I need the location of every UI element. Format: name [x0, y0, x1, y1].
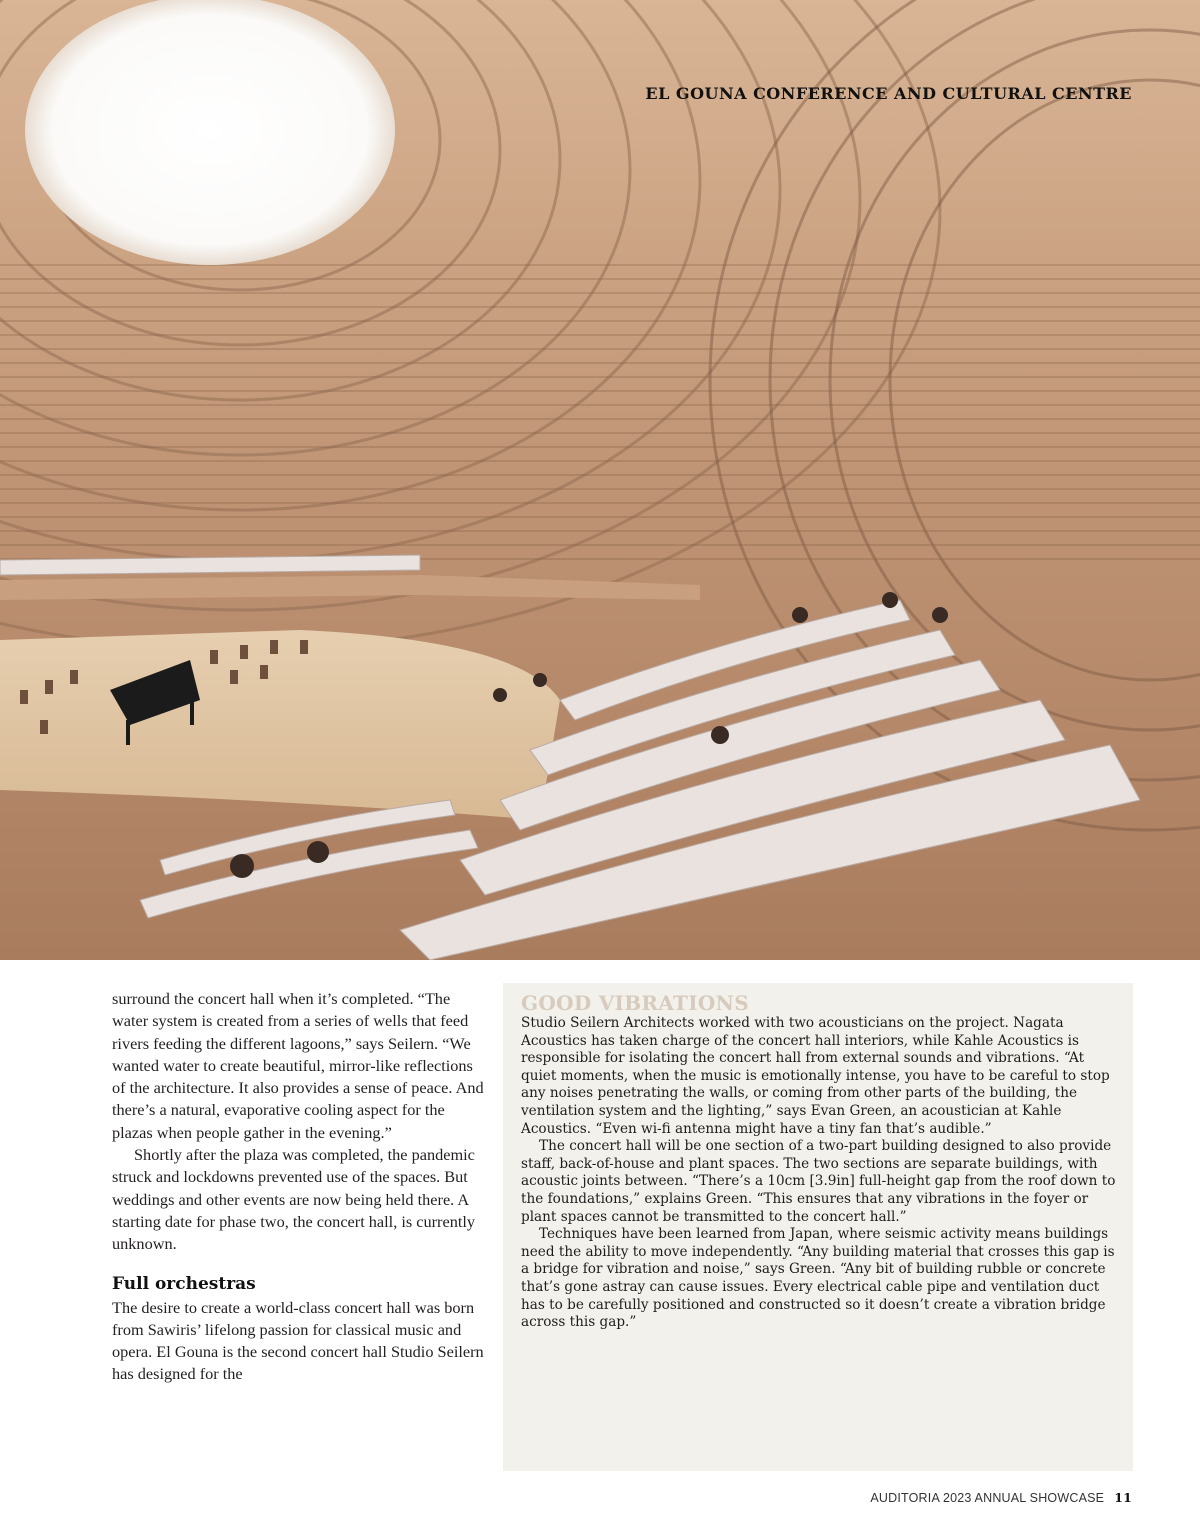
- sidebar-good-vibrations: [503, 983, 1133, 1471]
- sidebar-title: GOOD VIBRATIONS: [521, 991, 749, 1015]
- sidebar-paragraph: Techniques have been learned from Japan, where seismic activity means buildings need the ability to move independently. “Any building material that crosses this gap is a bridge for vibration and noise,” says Green. “Any bit of building rubble or concrete that’s gone astray can cause issues. Every electrical cable pipe and ventilation duct has to be carefully positioned and constructed so it doesn’t create a vibration bridge across this gap.”: [521, 1226, 1115, 1331]
- body-paragraph: surround the concert hall when it’s completed. “The water system is created from a series of wells that feed rivers feeding the different lagoons,” says Seilern. “We wanted water to create beautiful, mirror-like reflections of the architecture. It also provides a sense of peace. And there’s a natural, evaporative cooling aspect for the plazas when people gather in the evening.”: [112, 989, 484, 1142]
- article-body-left: [112, 988, 484, 1386]
- body-paragraph: The desire to create a world-class concert hall was born from Sawiris’ lifelong passion for classical music and opera. El Gouna is the second concert hall Studio Seilern has designed for the: [112, 1297, 484, 1384]
- page-footer: [870, 1490, 1132, 1505]
- subheading: Full orchestras: [112, 1273, 256, 1294]
- publication-name: AUDITORIA 2023 ANNUAL SHOWCASE: [870, 1491, 1105, 1505]
- section-title: EL GOUNA CONFERENCE AND CULTURAL CENTRE: [645, 84, 1132, 103]
- sidebar-paragraph: Studio Seilern Architects worked with two acousticians on the project. Nagata Acoustics has taken charge of the concert hall interiors, while Kahle Acoustics is responsible for isolating the concert hall from external sounds and vibrations. “At quiet moments, when the music is emotionally intense, you have to be careful to stop any noises penetrating the walls, or coming from other parts of the building, the ventilation system and the lighting,” says Evan Green, an acoustician at Kahle Acoustics. “Even wi-fi antenna might have a tiny fan that’s audible.”: [521, 1015, 1110, 1137]
- page-number: 11: [1114, 1490, 1132, 1505]
- sidebar-paragraph: The concert hall will be one section of a two-part building designed to also provide staff, back-of-house and plant spaces. The two sections are separate buildings, with acoustic joints between. “There’s a 10cm [3.9in] full-height gap from the roof down to the foundations,” explains Green. “This ensures that any vibrations in the foyer or plant spaces cannot be transmitted to the concert hall.”: [521, 1138, 1116, 1225]
- body-paragraph: Shortly after the plaza was completed, the pandemic struck and lockdowns prevented use of the spaces. But weddings and other events are now being held there. A starting date for phase two, the concert hall, is currently unknown.: [112, 1145, 476, 1254]
